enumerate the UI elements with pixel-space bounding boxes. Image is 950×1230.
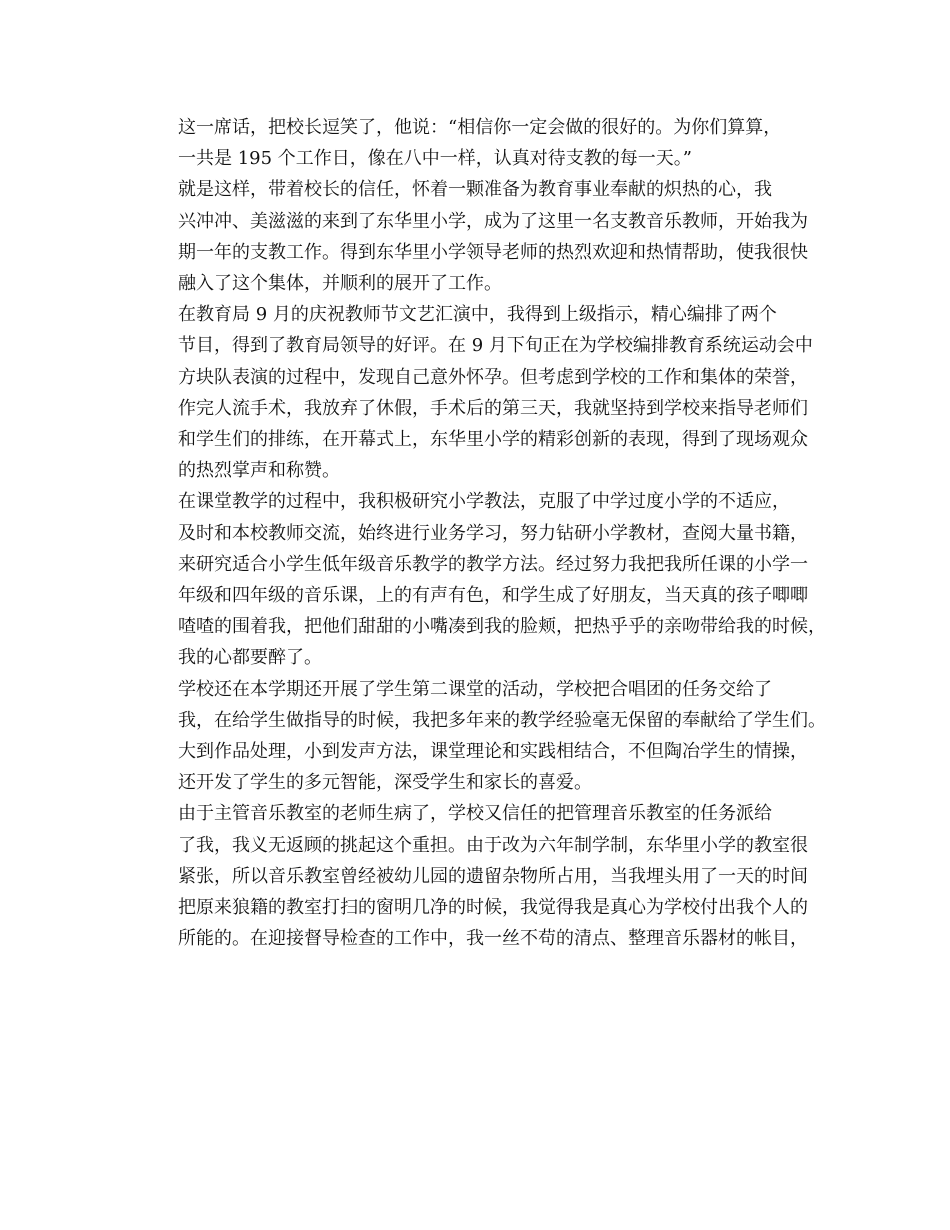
paragraph-6	[142, 798, 810, 954]
text-line: 就是这样，带着校长的信任，怀着一颗准备为教育事业奉献的炽热的心，我	[178, 179, 772, 201]
text-line: 融入了这个集体，并顺利的展开了工作。	[178, 273, 502, 295]
text-line: 喳喳的围着我，把他们甜甜的小嘴凑到我的脸颊，把热乎乎的亲吻带给我的时候，	[178, 616, 826, 638]
text-line: 所能的。在迎接督导检查的工作中，我一丝不苟的清点、整理音乐器材的帐目，	[178, 928, 808, 950]
text-line: 我，在给学生做指导的时候，我把多年来的教学经验毫无保留的奉献给了学生们。	[178, 709, 826, 731]
paragraph-3	[142, 299, 813, 486]
text-line: 大到作品处理，小到发声方法，课堂理论和实践相结合，不但陶冶学生的情操，	[178, 741, 808, 763]
text-line: 在教育局 9 月的庆祝教师节文艺汇演中，我得到上级指示，精心编排了两个	[178, 304, 777, 326]
text-line: 节目，得到了教育局领导的好评。在 9 月下旬正在为学校编排教育系统运动会中	[178, 335, 813, 357]
text-line: 学校还在本学期还开展了学生第二课堂的活动，学校把合唱团的任务交给了	[178, 678, 772, 700]
text-line: 一共是 195 个工作日，像在八中一样，认真对待支教的每一天。”	[178, 148, 692, 170]
text-line: 来研究适合小学生低年级音乐教学的教学方法。经过努力我把我所任课的小学一	[178, 553, 808, 575]
paragraph-2	[142, 174, 810, 299]
text-line: 和学生们的排练，在开幕式上，东华里小学的精彩创新的表现，得到了现场观众	[178, 429, 808, 451]
paragraph-4	[142, 486, 826, 673]
body-text	[142, 112, 826, 954]
text-line: 由于主管音乐教室的老师生病了，学校又信任的把管理音乐教室的任务派给	[178, 803, 772, 825]
text-line: 紧张，所以音乐教室曾经被幼儿园的遗留杂物所占用，当我埋头用了一天的时间	[178, 865, 808, 887]
text-line: 作完人流手术，我放弃了休假，手术后的第三天，我就坚持到学校来指导老师们	[178, 397, 808, 419]
text-line: 在课堂教学的过程中，我积极研究小学教法，克服了中学过度小学的不适应，	[178, 491, 790, 513]
text-line: 年级和四年级的音乐课，上的有声有色，和学生成了好朋友，当天真的孩子唧唧	[178, 585, 808, 607]
text-line: 及时和本校教师交流，始终进行业务学习，努力钻研小学教材，查阅大量书籍，	[178, 522, 808, 544]
paragraph-5	[142, 674, 826, 799]
text-line: 期一年的支教工作。得到东华里小学领导老师的热烈欢迎和热情帮助，使我很快	[178, 241, 808, 263]
text-line: 还开发了学生的多元智能，深受学生和家长的喜爱。	[178, 772, 592, 794]
text-line: 的热烈掌声和称赞。	[178, 460, 340, 482]
text-line: 了我，我义无返顾的挑起这个重担。由于改为六年制学制，东华里小学的教室很	[178, 834, 808, 856]
text-line: 兴冲冲、美滋滋的来到了东华里小学，成为了这里一名支教音乐教师，开始我为	[178, 210, 808, 232]
text-line: 方块队表演的过程中，发现自己意外怀孕。但考虑到学校的工作和集体的荣誉，	[178, 366, 808, 388]
paragraph-1	[142, 112, 810, 174]
text-line: 我的心都要醉了。	[178, 647, 322, 669]
text-line: 这一席话，把校长逗笑了，他说：“相信你一定会做的很好的。为你们算算，	[178, 117, 782, 138]
text-line: 把原来狼籍的教室打扫的窗明几净的时候，我觉得我是真心为学校付出我个人的	[178, 897, 808, 919]
